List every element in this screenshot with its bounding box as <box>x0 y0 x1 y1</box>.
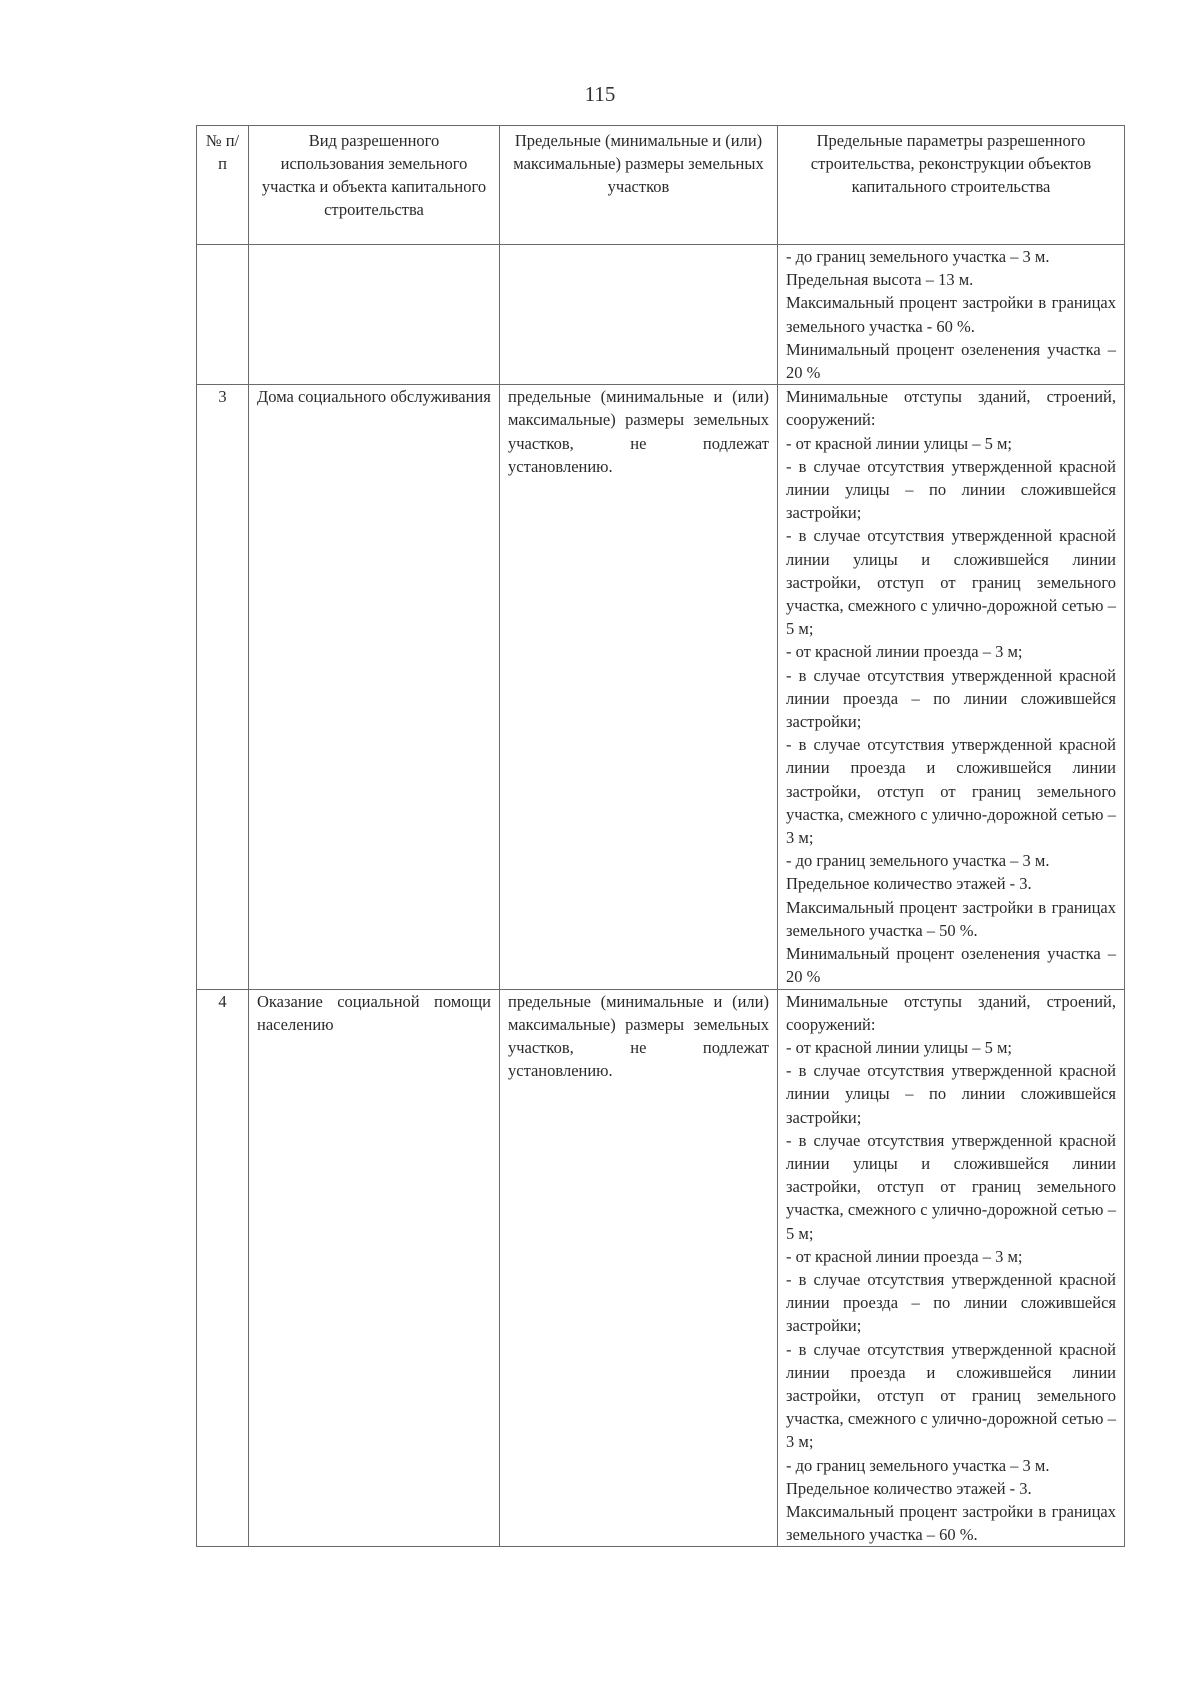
param-line: Предельное количество этажей - 3. <box>786 1478 1032 1498</box>
param-line: - в случае отсутствия утвержденной красной линии улицы – по линии сложившейся застройки; <box>786 456 1116 523</box>
row-kind: Дома социального обслуживания <box>249 385 500 989</box>
param-line: - от красной линии улицы – 5 м; <box>786 433 1013 453</box>
param-line: Максимальный процент застройки в границах земельного участка - 60 %. <box>786 293 1116 336</box>
header-kind: Вид разрешенного использования земельного участка и объекта капитального строительства <box>249 126 500 245</box>
param-line: - от красной линии проезда – 3 м; <box>786 1246 1023 1266</box>
param-line: - до границ земельного участка – 3 м. <box>786 1455 1050 1475</box>
page-number: 115 <box>584 82 616 106</box>
param-line: - в случае отсутствия утвержденной красной линии проезда и сложившейся линии застройки, отступ от границ земельного участка, смежного с улично-дорожной сетью – 3 м; <box>786 1339 1116 1452</box>
table-row <box>197 245 1125 385</box>
row-kind: Оказание социальной помощи населению <box>249 989 500 1547</box>
row-num <box>197 245 249 385</box>
header-params: Предельные параметры разрешенного строительства, реконструкции объектов капитального строительства <box>778 126 1125 245</box>
row-sizes <box>500 245 778 385</box>
row-kind <box>249 245 500 385</box>
row-params <box>778 385 1125 989</box>
param-line: - в случае отсутствия утвержденной красной линии улицы и сложившейся линии застройки, отступ от границ земельного участка, смежного с улично-дорожной сетью – 5 м; <box>786 1130 1116 1243</box>
param-line: - в случае отсутствия утвержденной красной линии улицы и сложившейся линии застройки, отступ от границ земельного участка, смежного с улично-дорожной сетью – 5 м; <box>786 526 1116 639</box>
row-sizes: предельные (минимальные и (или) максимальные) размеры земельных участков, не подлежат установлению. <box>500 385 778 989</box>
param-line: - до границ земельного участка – 3 м. <box>786 247 1050 266</box>
row-num: 4 <box>197 989 249 1547</box>
header-num: № п/п <box>197 126 249 245</box>
param-line: - до границ земельного участка – 3 м. <box>786 851 1050 871</box>
param-line: Минимальный процент озеленения участка – 20 % <box>786 944 1116 987</box>
param-line: Предельная высота – 13 м. <box>786 270 974 290</box>
table-header-row <box>197 126 1125 245</box>
row-params <box>778 245 1125 385</box>
param-line: - в случае отсутствия утвержденной красной линии улицы – по линии сложившейся застройки; <box>786 1061 1116 1127</box>
header-sizes: Предельные (минимальные и (или) максимальные) размеры земельных участков <box>500 126 778 245</box>
regulations-table <box>196 125 1125 1547</box>
row-params <box>778 989 1125 1547</box>
param-line: Предельное количество этажей - 3. <box>786 874 1032 894</box>
param-line: - в случае отсутствия утвержденной красной линии проезда и сложившейся линии застройки, отступ от границ земельного участка, смежного с улично-дорожной сетью – 3 м; <box>786 735 1116 848</box>
param-line: Максимальный процент застройки в границах земельного участка – 50 %. <box>786 897 1116 940</box>
param-line: Минимальный процент озеленения участка – 20 % <box>786 339 1116 383</box>
param-line: - в случае отсутствия утвержденной красной линии проезда – по линии сложившейся застройки; <box>786 1269 1116 1336</box>
param-line: - от красной линии проезда – 3 м; <box>786 642 1023 662</box>
row-num: 3 <box>197 385 249 989</box>
table-row <box>197 385 1125 989</box>
param-line: Максимальный процент застройки в границах земельного участка – 60 %. <box>786 1501 1116 1545</box>
param-line: Минимальные отступы зданий, строений, сооружений: <box>786 387 1116 430</box>
param-line: Минимальные отступы зданий, строений, сооружений: <box>786 991 1116 1034</box>
param-line: - в случае отсутствия утвержденной красной линии проезда – по линии сложившейся застройки; <box>786 665 1116 732</box>
row-sizes: предельные (минимальные и (или) максимальные) размеры земельных участков, не подлежат установлению. <box>500 989 778 1547</box>
param-line: - от красной линии улицы – 5 м; <box>786 1037 1013 1057</box>
table-row <box>197 989 1125 1547</box>
